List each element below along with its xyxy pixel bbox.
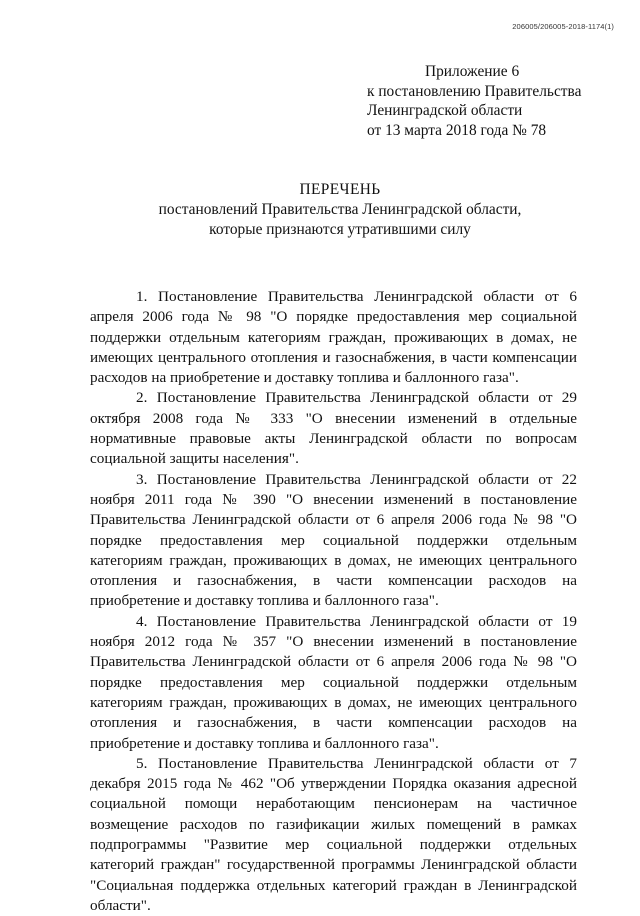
appendix-number: Приложение 6 [425, 63, 520, 80]
resolutions-list [90, 287, 577, 916]
appendix-date: от 13 марта 2018 года № 78 [367, 121, 547, 139]
document-title: ПЕРЕЧЕНЬ [299, 181, 381, 198]
appendix-block [367, 62, 627, 140]
document-subtitle-line2: которые признаются утратившими силу [209, 221, 471, 238]
document-heading [90, 180, 590, 240]
list-item: 1. Постановление Правительства Ленинградской области от 6 апреля 2006 года № 98 "О порядке предоставления мер социальной поддержки отдельным категориям граждан, проживающих в домах, не имеющих центрального отопления и газоснабжения, в части компенсации расходов на приобретение и доставку топлива и баллонного газа". [90, 288, 577, 387]
list-item: 5. Постановление Правительства Ленинградской области от 7 декабря 2015 года № 462 "Об утверждении Порядка оказания адресной социальной помощи неработающим пенсионерам на частичное возмещение расходов по газификации жилых помещений в рамках подпрограммы "Развитие мер социальной поддержки отдельных категорий граждан" государственной программы Ленинградской области "Социальная поддержка отдельных категорий граждан в Ленинградской области". [90, 754, 577, 914]
list-item: 3. Постановление Правительства Ленинградской области от 22 ноября 2011 года № 390 "О внесении изменений в постановление Правительства Ленинградской области от 6 апреля 2006 года № 98 "О порядке предоставления мер социальной поддержки отдельным категориям граждан, проживающих в домах, не имеющих центрального отопления и газоснабжения, в части компенсации расходов на приобретение и доставку топлива и баллонного газа". [90, 470, 577, 610]
appendix-reference: к постановлению Правительства [367, 82, 582, 100]
list-item: 2. Постановление Правительства Ленинградской области от 29 октября 2008 года № 333 "О внесении изменений в отдельные нормативные правовые акты Ленинградской области по вопросам социальной защиты населения". [90, 389, 577, 468]
appendix-region: Ленинградской области [367, 102, 523, 120]
document-code: 206005/206005-2018-1174(1) [512, 22, 614, 31]
list-item: 4. Постановление Правительства Ленинградской области от 19 ноября 2012 года № 357 "О внесении изменений в постановление Правительства Ленинградской области от 6 апреля 2006 года № 98 "О порядке предоставления мер социальной поддержки отдельным категориям граждан, проживающих в домах, не имеющих центрального отопления и газоснабжения, в части компенсации расходов на приобретение и доставку топлива и баллонного газа". [90, 612, 577, 752]
document-subtitle-line1: постановлений Правительства Ленинградской области, [158, 201, 522, 218]
